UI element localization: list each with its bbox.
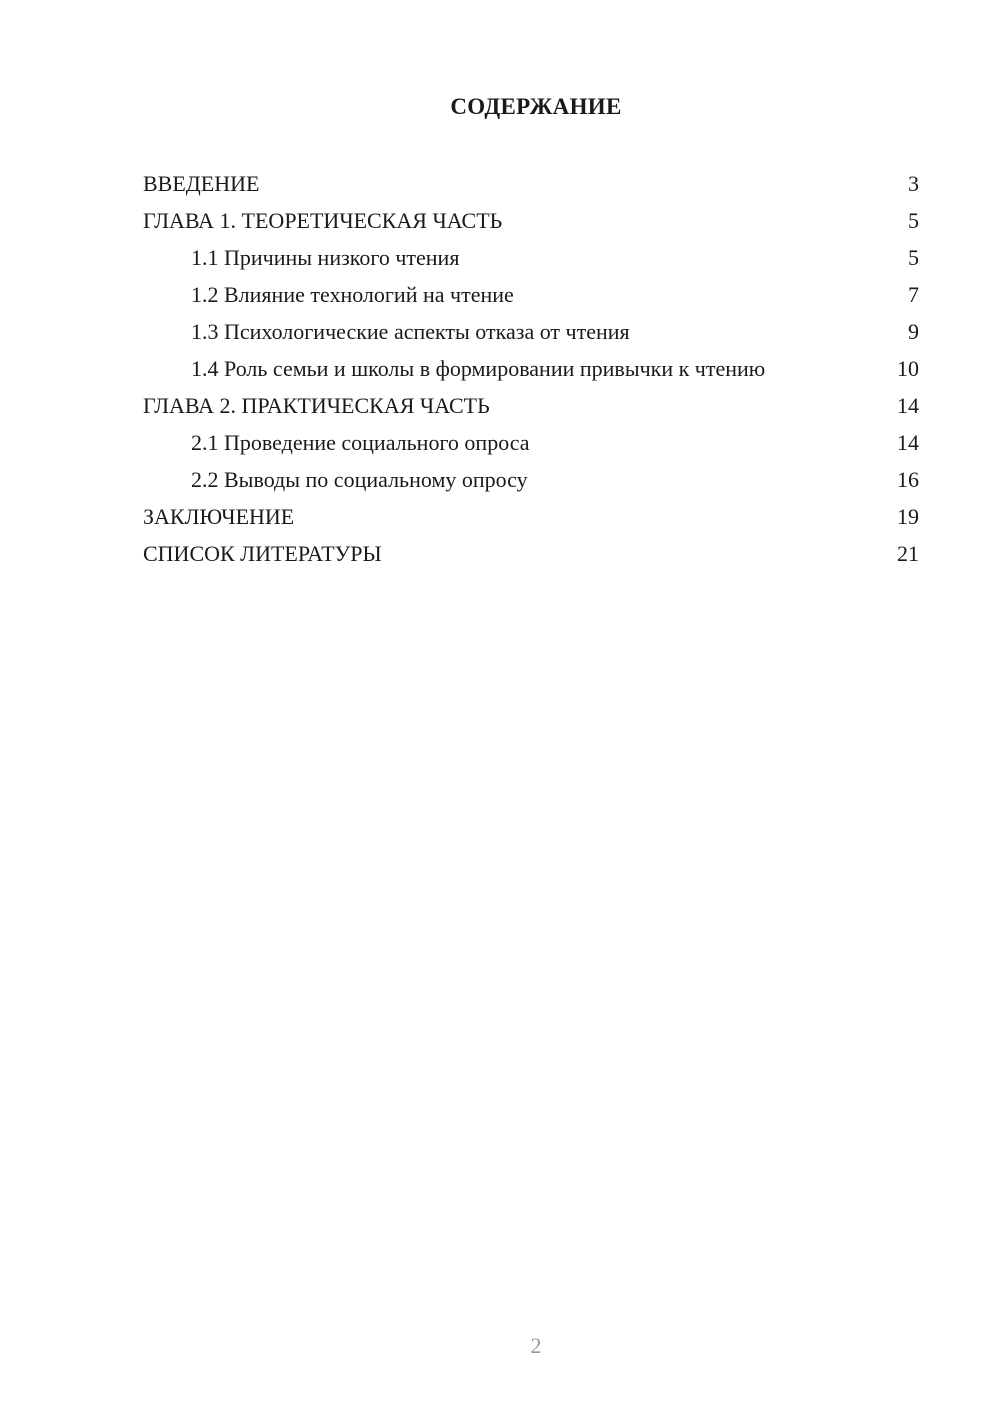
toc-entry-page-number: 5 [908,245,919,270]
toc-entry-page-number: 10 [897,356,919,381]
page-number: 2 [530,1333,542,1358]
toc-entry-page-number: 7 [908,282,919,307]
toc-entry-section-2-2[interactable] [143,466,919,494]
toc-entry-page-number: 9 [908,319,919,344]
toc-entry-section-1-2[interactable] [143,281,919,309]
toc-entry-page-number: 5 [908,208,919,233]
toc-entry-introduction[interactable] [143,170,919,198]
toc-entry-label: ЗАКЛЮЧЕНИЕ [143,504,295,529]
toc-entry-section-1-4[interactable] [143,355,919,383]
toc-entry-label: 1.2 Влияние технологий на чтение [191,282,514,307]
toc-entry-label: ВВЕДЕНИЕ [143,171,260,196]
toc-entry-label: 1.3 Психологические аспекты отказа от чтения [191,319,630,344]
toc-entry-page-number: 14 [897,393,919,418]
toc-entry-page-number: 19 [897,504,919,529]
toc-entry-chapter-2[interactable] [143,392,919,420]
toc-entry-page-number: 3 [908,171,919,196]
toc-entry-section-1-3[interactable] [143,318,919,346]
toc-entry-page-number: 14 [897,430,919,455]
toc-entry-label: 2.1 Проведение социального опроса [191,430,530,455]
toc-entry-label: 2.2 Выводы по социальному опросу [191,467,528,492]
toc-entry-references[interactable] [143,540,919,568]
toc-entry-chapter-1[interactable] [143,207,919,235]
toc-entry-section-1-1[interactable] [143,244,919,272]
toc-entry-label: ГЛАВА 2. ПРАКТИЧЕСКАЯ ЧАСТЬ [143,393,490,418]
toc-entry-label: 1.1 Причины низкого чтения [191,245,460,270]
page-title: СОДЕРЖАНИЕ [450,94,622,119]
toc-entry-page-number: 16 [897,467,919,492]
toc-entry-section-2-1[interactable] [143,429,919,457]
table-of-contents [143,170,919,577]
toc-entry-label: ГЛАВА 1. ТЕОРЕТИЧЕСКАЯ ЧАСТЬ [143,208,503,233]
toc-entry-label: 1.4 Роль семьи и школы в формировании привычки к чтению [191,356,766,381]
toc-entry-label: СПИСОК ЛИТЕРАТУРЫ [143,541,382,566]
toc-entry-conclusion[interactable] [143,503,919,531]
toc-entry-page-number: 21 [897,541,919,566]
